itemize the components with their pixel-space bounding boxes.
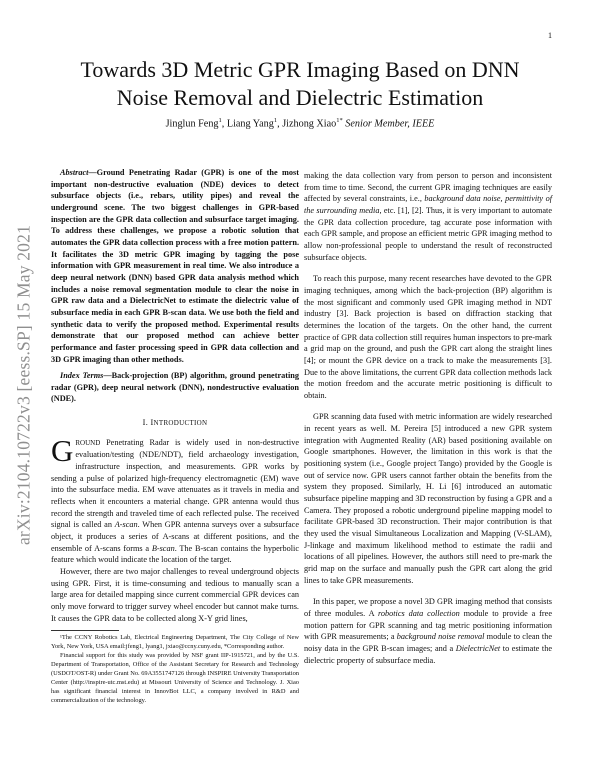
arxiv-stamp [6,190,42,580]
right-p1-text-b: , etc. [1], [2]. Thus, it is very important to automate the GPR data collection procedure, tag accurate pose information with each GPR sample, and propose an efficient metric GPR imaging method to allow non-professional people to understand the result of reconstructed subsurface objects. [304,205,553,262]
term-dielectricnet: DielectricNet [455,643,501,653]
author-3-affiliation: 1* [336,117,343,124]
right-column [304,170,552,666]
title-line-1: Towards 3D Metric GPR Imaging Based on DNN [80,57,520,82]
paragraph-gap [304,401,552,411]
index-terms-lead: Index Terms [60,371,104,381]
left-column [51,167,299,706]
author-1-affiliation: 1 [218,117,222,124]
author-membership: Senior Member, IEEE [345,118,435,130]
index-terms-text: —Back-projection (BP) algorithm, ground penetrating radar (GPR), deep neural network (DNN), nondestructive evaluation (NDE). [51,371,299,404]
intro-paragraph-1 [51,432,299,566]
right-p4-text-b: module to provide a free motion pattern for GPR scanning and tag metric positioning information with GPR measurements; a [304,608,552,642]
footnote-affiliation: ¹The CCNY Robotics Lab, Electrical Engineering Department, The City College of New York, New York, USA email:jfeng1, lyang1, jxiao@ccny.cuny.edu, *Corresponding author. [51,634,299,651]
paragraph-gap [304,586,552,596]
title-line-2: Noise Removal and Dielectric Estimation [116,85,484,110]
author-2-affiliation: 1 [273,117,278,124]
drop-cap: G [51,432,74,468]
abstract-lead: Abstract [60,168,89,177]
intro-p1-text-c: . The B-scan contains the hyperbolic feature which would indicate the location of the target. [51,543,299,565]
right-p1-text-a: making the data collection vary from person to person and inconsistent from time to time. Second, the current GPR imaging techniques are easily affected by several constraints, i.e., [304,171,552,204]
paragraph-gap [304,263,552,273]
intro-paragraph-2: However, there are two major challenges to reveal underground objects using GPR. First, it is time-consuming and tedious to manually scan a large area for detailed mapping since current commercial GPR devices can only move forward to trigger survey wheel encoder but cannot make turns. It causes the GPR data to be collected along X-Y grid lines, [51,567,299,623]
right-p4-text-d: to estimate the dielectric property of subsurface media. [304,643,552,665]
right-paragraph-2: To reach this purpose, many recent researches have devoted to the GPR imaging techniques, among which the back-projection (BP) algorithm is the most significant and commonly used GPR imaging method in NDT industry [3]. Back projection is based on diffraction stacking that determines the location of the targets. On the other hand, the current practice of GPR data collection still requires human inspectors to pre-mark a grid map on the ground, and push the GPR cart along the straight lines [4]; or mount the GPR device on a track to make the measurements [3]. Due to the above limitations, the current GPR data collection methods lack the motion freedom and the accurate metric positioning is difficult to obtain. [304,274,552,400]
term-robotics-data-collection: robotics data collection [377,608,460,618]
right-paragraph-4 [304,596,552,666]
index-terms [51,370,299,405]
footnote-rule [51,630,119,631]
right-p1-emphasis: background data noise, permittivity of the surrounding media [304,194,552,215]
right-paragraph-3: GPR scanning data fused with metric information are widely researched in recent years as well. M. Pereira [5] introduced a new GPR system integration with Augmented Reality (AR) based positioning available on Google smartphones. However, the limitation in this work is that the positioning system (i.e., Google project Tango) provided by the Google is out of service now. GPR users cannot farther obtain the benefits from the system they proposed. Similarly, H. Li [6] introduced an automatic subsurface pipeline mapping and 3D reconstruction by fusing a GPR and a Camera. They proposed a robotic underground pipeline mapping model to facilitate GPR-based 3D reconstruction. Their major contribution is that they used the visual Simultaneous Localization and Mapping (V-SLAM), J-linkage and maximum likelihood method to estimate the radii and locations of all pipelines. However, the authors still need to pre-mark the grid map on the surface and manually push the GPR cart along the grid lines to take GPR measurements. [304,412,552,585]
right-p4-text-a: In this paper, we propose a novel 3D GPR imaging method that consists of three modules. A [304,597,552,618]
section-title-rest: NTRODUCTION [153,419,208,428]
term-a-scan: A-scan [114,520,138,530]
paper-title [40,56,560,112]
right-p4-text-c: module to clean the noisy data in the GPR B-scan images; and a [304,632,552,653]
term-background-noise-removal: background noise removal [396,632,485,642]
author-2: , Liang Yang [221,118,274,130]
abstract-text: —Ground Penetrating Radar (GPR) is one of the most important non-destructive evaluation (NDE) devices to detect subsurface objects (i.e., rebars, utility pipes) and reveal the underground scene. The two biggest challenges in GPR-based inspection are the GPR data collection and subsurface target imaging. To address these challenges, we propose a robotic solution that automates the GPR data collection process with a free motion pattern. It facilitates the 3D metric GPR imaging by tagging the pose information with GPR measurement in real time. We also introduce a deep neural network (DNN) based GPR data analysis method which includes a noise removal segmentation module to clear the noise in GPR raw data and a DielectricNet to estimate the dielectric value of subsurface media in each GPR B-scan data. We use both the field and synthetic data to verify the proposed method. Experimental results demonstrate that our proposed method can achieve better performance and faster processing speed in GPR data collection and 3D GPR imaging than other methods. [51,168,299,364]
arxiv-stamp-text: arXiv:2104.10722v3 [eess.SP] 15 May 2021 [13,224,34,546]
intro-p1-text-b: . When GPR antenna surveys over a subsurface object, it produces a series of A-scans at different positions, and the ensemble of A-scans forms a [51,520,299,553]
section-title-cap: I [150,418,154,428]
right-paragraph-1 [304,170,552,263]
intro-p1-text-a: Penetrating Radar is widely used in non-destructive evaluation/testing (NDE/NDT), field archaeology investigation, infrastructure inspection, and measurements. GPR works by sending a pulse of polarized high-frequency electromagnetic (EM) wave into the subsurface media. EM wave attenuates as it travels in media and reflects when it encounters a material change. GPR antenna would thus record the strength and traveled time of each reflected pulse. The received signal is called an [51,437,299,530]
author-list [40,117,560,129]
section-heading-introduction [51,417,299,430]
section-number: I. [142,418,149,428]
intro-first-word: ROUND [75,438,101,447]
page-number: 1 [548,31,552,40]
term-b-scan: B-scan [151,543,175,553]
footnote-funding: Financial support for this study was provided by NSF grant IIP-1915721, and by the U.S. Department of Transportation, Office of the Assistant Secretary for Research and Technology (USDOT/OST-R) under Grant No. 69A3551747126 through INSPIRE University Transportation Center (http://inspire-utc.mst.edu) at Missouri University of Science and Technology. J. Xiao has significant financial interest in InnovBot LLC, a company involved in R&D and commercialization of the technology. [51,652,299,704]
abstract [51,167,299,365]
author-1: Jinglun Feng [165,118,219,130]
author-3: , Jizhong Xiao [277,118,337,130]
